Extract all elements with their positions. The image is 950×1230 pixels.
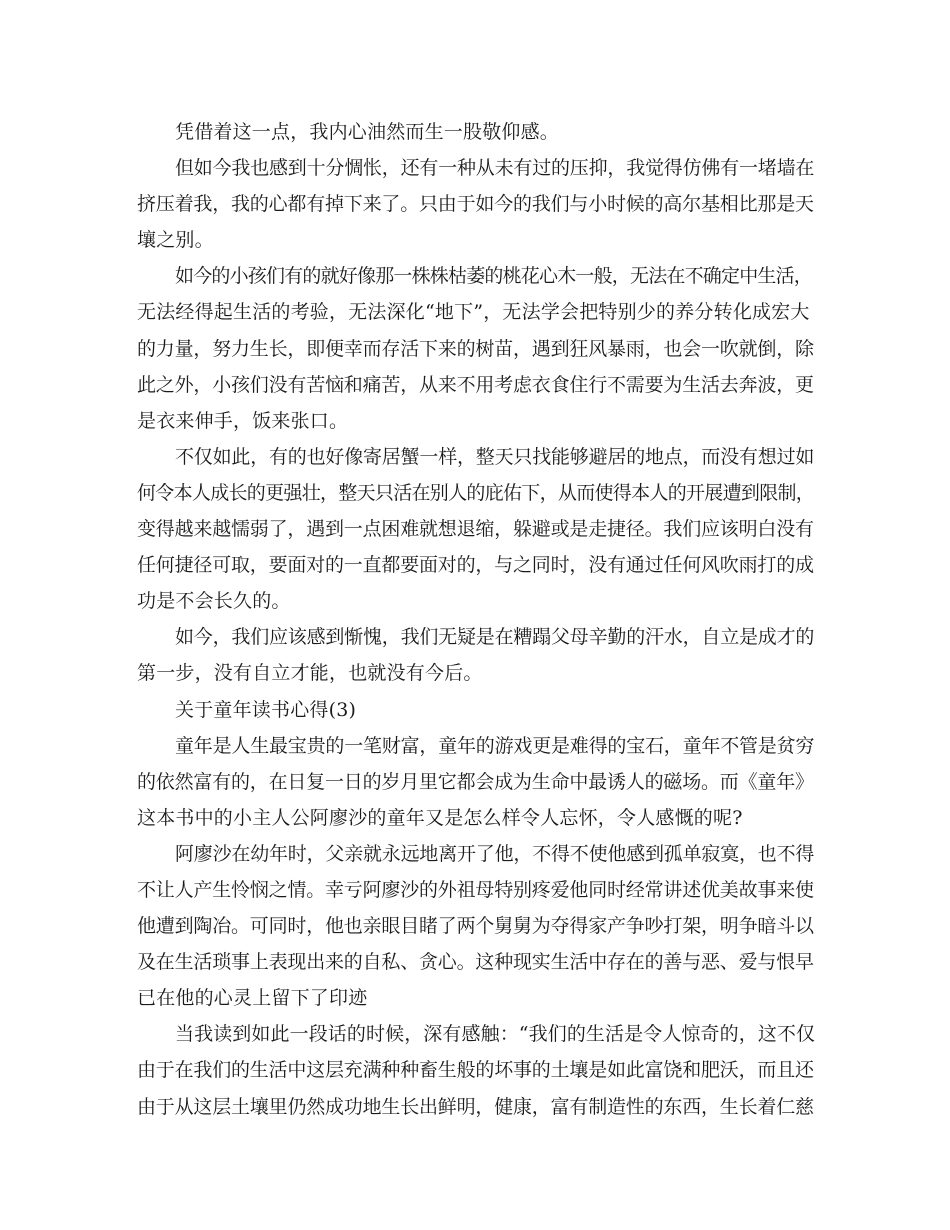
text-line: 这本书中的小主人公阿廖沙的童年又是怎么样令人忘怀，令人感慨的呢? [137, 806, 743, 829]
text-line: 无法经得起生活的考验，无法深化“地下”，无法学会把特别少的养分转化成宏大 [137, 301, 810, 324]
text-line: 壤之别。 [137, 229, 214, 252]
text-line: 不让人产生怜悯之情。幸亏阿廖沙的外祖母特别疼爱他同时经常讲述优美故事来使 [137, 878, 814, 901]
text-line: 如今的小孩们有的就好像那一株株枯萎的桃花心木一般，无法在不确定中生活， [175, 265, 813, 288]
text-line: 挤压着我，我的心都有掉下来了。只由于如今的我们与小时候的高尔基相比那是天 [137, 193, 814, 216]
text-line: 的力量，努力生长，即便幸而存活下来的树苗，遇到狂风暴雨，也会一吹就倒，除 [137, 337, 814, 360]
text-line: 是衣来伸手，饭来张口。 [137, 409, 349, 432]
text-line: 不仅如此，有的也好像寄居蟹一样，整天只找能够避居的地点，而没有想过如 [175, 445, 815, 468]
text-line: 已在他的心灵上留下了印迹 [137, 987, 368, 1010]
text-line: 此之外，小孩们没有苦恼和痛苦，从来不用考虑衣食住行不需要为生活去奔波，更 [137, 373, 814, 396]
text-line: 由于在我们的生活中这层充满种种畜生般的坏事的土壤是如此富饶和肥沃，而且还 [137, 1059, 814, 1082]
section-heading: 关于童年读书心得(3) [175, 698, 357, 721]
text-line: 何令本人成长的更强壮，整天只活在别人的庇佑下，从而使得本人的开展遭到限制， [137, 481, 815, 504]
document-body [137, 114, 815, 1125]
text-line: 凭借着这一点，我内心油然而生一股敬仰感。 [175, 121, 560, 143]
text-line: 及在生活琐事上表现出来的自私、贪心。这种现实生活中存在的善与恶、爱与恨早 [137, 951, 814, 974]
text-line: 他遭到陶冶。可同时，他也亲眼目睹了两个舅舅为夺得家产争吵打架，明争暗斗以 [137, 915, 814, 938]
text-line: 第一步，没有自立才能，也就没有今后。 [137, 662, 483, 685]
text-line: 如今，我们应该感到惭愧，我们无疑是在糟蹋父母辛勤的汗水，自立是成才的 [175, 626, 815, 649]
text-line: 阿廖沙在幼年时，父亲就永远地离开了他，不得不使他感到孤单寂寞，也不得 [175, 842, 815, 865]
text-line: 功是不会长久的。 [137, 590, 291, 613]
text-line: 任何捷径可取，要面对的一直都要面对的，与之同时，没有通过任何风吹雨打的成 [137, 554, 814, 577]
text-line: 由于从这层土壤里仍然成功地生长出鲜明，健康，富有制造性的东西，生长着仁慈 [137, 1095, 814, 1118]
text-line: 变得越来越懦弱了，遇到一点困难就想退缩，躲避或是走捷径。我们应该明白没有 [137, 518, 814, 541]
text-line: 当我读到如此一段话的时候，深有感触：“我们的生活是令人惊奇的，这不仅 [175, 1023, 816, 1046]
text-line: 童年是人生最宝贵的一笔财富，童年的游戏更是难得的宝石，童年不管是贫穷 [175, 734, 815, 757]
text-line: 的依然富有的，在日复一日的岁月里它都会成为生命中最诱人的磁场。而《童年》 [137, 770, 814, 793]
text-line: 但如今我也感到十分惆怅，还有一种从未有过的压抑，我觉得仿佛有一堵墙在 [175, 157, 815, 180]
